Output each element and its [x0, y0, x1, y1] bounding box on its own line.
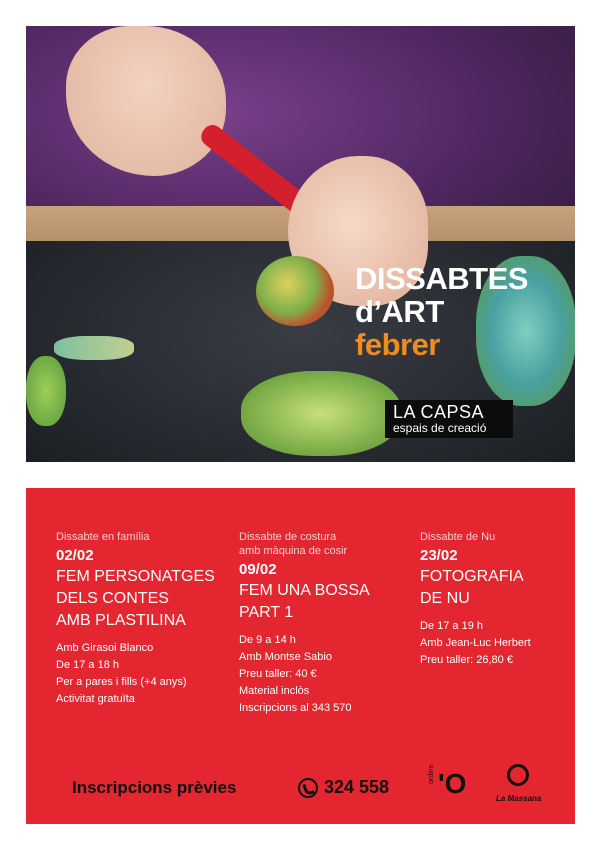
event-details	[56, 640, 231, 708]
hero-title-line: d’ART	[355, 294, 444, 329]
event-detail: Preu taller: 40 €	[239, 668, 317, 680]
la-massana-emblem-icon	[507, 764, 529, 786]
event-detail: Activitat gratuïta	[56, 693, 135, 705]
event-title-line: AMB PLASTILINA	[56, 612, 186, 629]
event-detail: Amb Girasoi Blanco	[56, 642, 154, 654]
event-title-line: FOTOGRAFIA	[420, 568, 524, 585]
plasticine-ball	[256, 256, 334, 326]
hero-photo	[26, 26, 575, 462]
event-title-line: FEM PERSONATGES	[56, 568, 215, 585]
event-detail: Amb Jean-Luc Herbert	[420, 637, 531, 649]
event-title-line: DELS CONTES	[56, 590, 169, 607]
phone-icon	[298, 778, 318, 798]
la-massana-logo	[496, 764, 540, 814]
event-detail: De 9 a 14 h	[239, 634, 296, 646]
plasticine-blob	[26, 356, 66, 426]
event-detail: Per a pares i fills (+4 anys)	[56, 676, 187, 688]
ordino-logo	[428, 764, 476, 804]
logo-sub-text: espais de creació	[393, 421, 487, 435]
event-detail: Inscripcions al 343 570	[239, 702, 352, 714]
event-column	[420, 530, 570, 669]
registration-text: Inscripcions prèvies	[72, 778, 237, 797]
plasticine-blob	[241, 371, 401, 456]
ordino-logo-mark: 'O	[438, 768, 467, 799]
event-date: 23/02	[420, 547, 458, 564]
event-detail: De 17 a 19 h	[420, 620, 483, 632]
event-date: 02/02	[56, 547, 94, 564]
event-detail: Material inclòs	[239, 685, 310, 697]
event-column	[56, 530, 231, 708]
plasticine-roll	[54, 336, 134, 360]
hero-title-month: febrer	[355, 327, 440, 362]
event-category: Dissabte en família	[56, 531, 150, 543]
phone-number: 324 558	[324, 777, 390, 797]
event-details	[239, 632, 414, 717]
ordino-logo-small: ordino	[428, 764, 435, 784]
event-title-line: FEM UNA BOSSA	[239, 582, 370, 599]
event-detail: Preu taller: 26,80 €	[420, 654, 513, 666]
event-category: amb màquina de cosir	[239, 545, 348, 557]
la-massana-logo-text: La Massana	[496, 794, 542, 803]
events-panel	[26, 488, 575, 824]
logo-main-text: LA CAPSA	[393, 402, 485, 422]
event-category: Dissabte de costura	[239, 531, 337, 543]
event-details	[420, 618, 570, 669]
event-detail: De 17 a 18 h	[56, 659, 119, 671]
hero-title	[355, 262, 545, 361]
event-detail: Amb Montse Sabio	[239, 651, 332, 663]
hero-title-line: DISSABTES	[355, 261, 528, 296]
event-date: 09/02	[239, 561, 277, 578]
event-title-line: DE NU	[420, 590, 470, 607]
event-column	[239, 530, 414, 717]
la-capsa-logo	[385, 400, 513, 438]
event-category: Dissabte de Nu	[420, 531, 496, 543]
event-title-line: PART 1	[239, 604, 294, 621]
